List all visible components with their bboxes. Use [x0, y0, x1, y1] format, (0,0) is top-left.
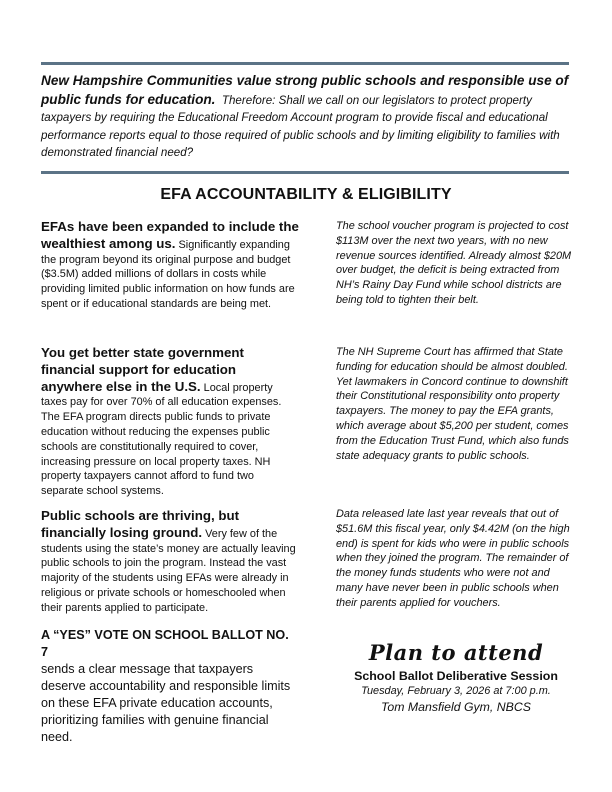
point-public-schools [41, 508, 299, 616]
point-heading: Public schools are thriving, but financially losing ground. [41, 508, 240, 540]
point-heading: EFAs have been expanded to include the wealthiest among us. [41, 219, 299, 251]
top-divider [41, 62, 569, 65]
event-date: Tuesday, February 3, 2026 at 7:00 p.m. [361, 685, 551, 697]
page-title: EFA ACCOUNTABILITY & ELIGIBILITY [160, 186, 452, 203]
fact-supreme-court: The NH Supreme Court has affirmed that State funding for education should be almost doubled. Yet lawmakers in Concord continue to downshift their Constitutional responsibility onto property taxpayers. The money to pay the EFA grants, which average about $5,200 per student, comes from the Education Trust Fund, which also funds state adequacy grants to public schools. [336, 346, 569, 462]
point-expanded-eligibility [41, 219, 299, 312]
point-body: Local property taxes pay for over 70% of all education expenses. The EFA program directs public funds to private education without reducing the expenses public schools are constitutionally required to cover, increasing pressure on local property taxes. NH property taxpayers cannot afford to fund two separate school systems. [41, 381, 282, 498]
event-location: Tom Mansfield Gym, NBCS [381, 700, 531, 714]
point-body: Significantly expanding the program beyond its original purpose and budget ($3.5M) added millions of dollars in costs while providing limited public information on how funds are spent or if educational standards are being met. [41, 238, 295, 310]
bottom-divider [41, 171, 569, 174]
vote-callout [41, 627, 299, 746]
vote-heading: A “YES” VOTE ON SCHOOL BALLOT NO. 7 [41, 628, 289, 659]
ballot-question [41, 72, 571, 162]
point-heading: You get better state government financial support for education anywhere else in the U.S. [41, 345, 244, 394]
point-body: Very few of the students using the state’s money are actually leaving public schools to join the program. Instead the vast majority of the students using EFAs were already in religious or private schools or homeschooled when their parents applied to participate. [41, 527, 296, 614]
fact-data-released: Data released late last year reveals that out of $51.6M this fiscal year, only $4.42M (on the high end) is spent for kids who were in public schools when they joined the program. The remainder of the money funds students who were not and many have never been in public schools when their parents applied for vouchers. [336, 508, 570, 609]
ballot-question-lead: New Hampshire Communities value strong public schools and responsible use of public funds for education. [41, 73, 569, 107]
fact-voucher-cost: The school voucher program is projected to cost $113M over the next two years, with no new revenue sources identified. Already almost $20M over budget, the deficit is being extracted from NH’s Rainy Day Fund while school districts are being told to tighten their belt. [336, 220, 572, 306]
plan-to-attend-heading: Plan to attend [368, 640, 544, 665]
event-notice [336, 640, 576, 715]
point-state-support [41, 345, 299, 499]
vote-body: sends a clear message that taxpayers deserve accountability and responsible limits on these EFA private education accounts, prioritizing families with genuine financial need. [41, 662, 291, 744]
ballot-question-text: Therefore: Shall we call on our legislators to protect property taxpayers by requiring the Educational Freedom Account program to provide fiscal and educational performance reports equal to those required of public schools and by limiting eligibility to families with demonstrated financial need? [41, 93, 560, 160]
event-name: School Ballot Deliberative Session [354, 669, 558, 683]
